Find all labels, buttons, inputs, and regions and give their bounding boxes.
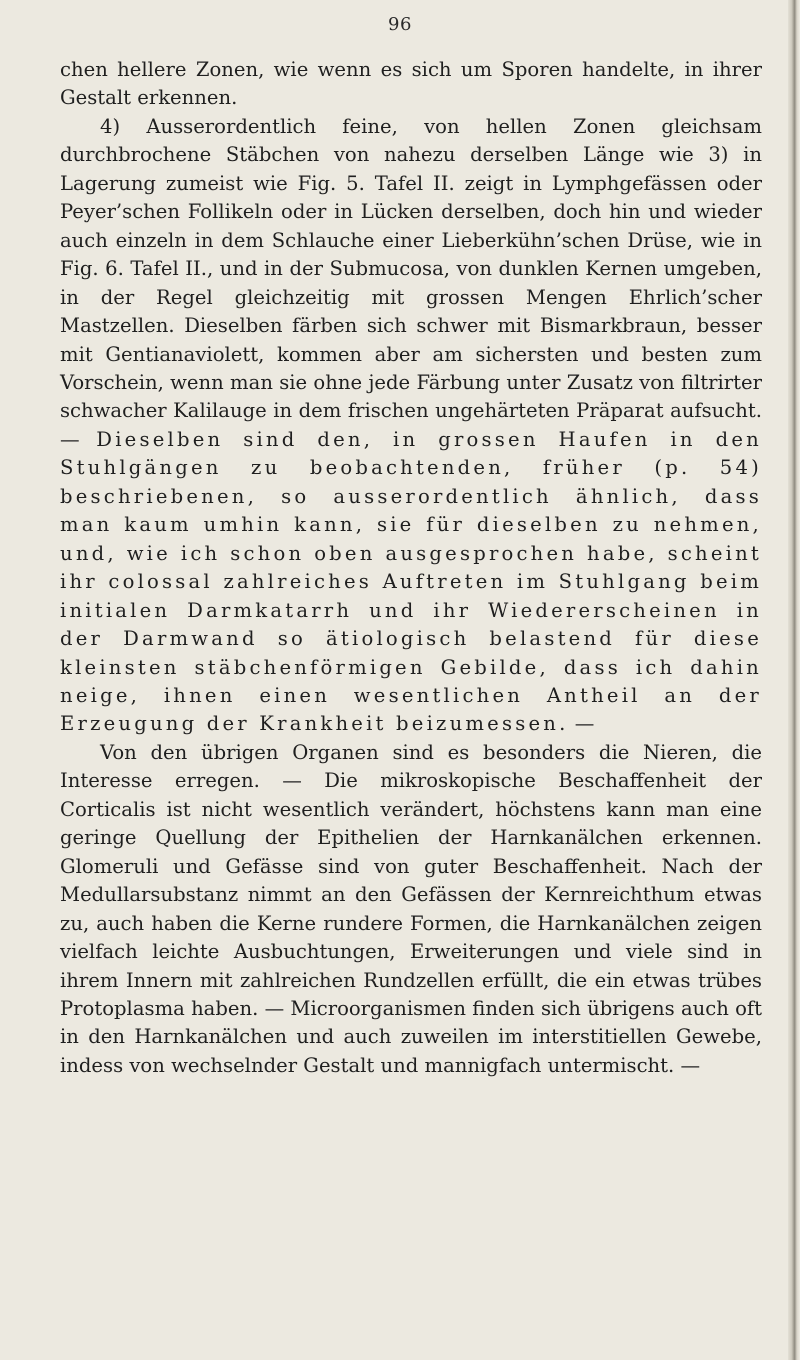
page-edge-shadow bbox=[788, 0, 800, 1360]
body-text bbox=[60, 56, 762, 1080]
paragraph-continuation: chen hellere Zonen, wie wenn es sich um Sporen handelte, in ihrer Gestalt erkennen. bbox=[60, 58, 762, 110]
paragraph-item-4 bbox=[60, 113, 762, 739]
paragraph-organs: Von den übrigen Organen sind es besonders die Nieren, die Interesse erregen. — Die mikroskopische Beschaffenheit der Corticalis ist nicht wesentlich verändert, höchstens kann man eine geringe Quellung der Epithelien der Harnkanälchen erkennen. Glomeruli und Gefässe sind von guter Beschaffenheit. Nach der Medullarsubstanz nimmt an den Gefässen der Kernreichthum etwas zu, auch haben die Kerne rundere Formen, die Harnkanälchen zeigen vielfach leichte Ausbuchtungen, Erweiterungen und viele sind in ihrem Innern mit zahlreichen Rundzellen erfüllt, die ein etwas trübes Protoplasma haben. — Microorganismen finden sich übrigens auch oft in den Harnkanälchen und auch zuweilen im interstitiellen Gewebe, indess von wechselnder Gestalt und mannigfach untermischt. — bbox=[60, 740, 762, 1077]
paragraph-item-4-ending: — bbox=[568, 712, 595, 736]
page-number: 96 bbox=[388, 14, 412, 35]
paragraph-item-4-emphasis: Dieselben sind den, in grossen Haufen in den Stuhlgängen zu beobachtenden, früher (p. 54) beschriebenen, so ausserordentlich ähnlich, dass man kaum umhin kann, sie für dieselben zu nehmen, und, wie ich schon oben ausgesprochen habe, scheint ihr colossal zahlreiches Auftreten im Stuhlgang beim initialen Darmkatarrh und ihr Wiedererscheinen in der Darmwand so ätiologisch belastend für diese kleinsten stäbchenförmigen Gebilde, dass ich dahin neige, ihnen einen wesentlichen Antheil an der Erzeugung der Krankheit beizumessen. bbox=[60, 427, 762, 736]
paragraph-item-4-intro: 4) Ausserordentlich feine, von hellen Zonen gleichsam durchbrochene Stäbchen von nahezu derselben Länge wie 3) in Lagerung zumeist wie Fig. 5. Tafel II. zeigt in Lymphgefässen oder Peyer’schen Follikeln oder in Lücken derselben, doch hin und wieder auch einzeln in dem Schlauche einer Lieberkühn’schen Drüse, wie in Fig. 6. Tafel II., und in der Submucosa, von dunklen Kernen umgeben, in der Regel gleichzeitig mit grossen Mengen Ehrlich’scher Mastzellen. Dieselben färben sich schwer mit Bismarkbraun, besser mit Gentianaviolett, kommen aber am sichersten und besten zum Vorschein, wenn man sie ohne jede Färbung unter Zusatz von filtrirter schwacher Kalilauge in dem frischen ungehärteten Präparat aufsucht. — bbox=[60, 114, 762, 451]
